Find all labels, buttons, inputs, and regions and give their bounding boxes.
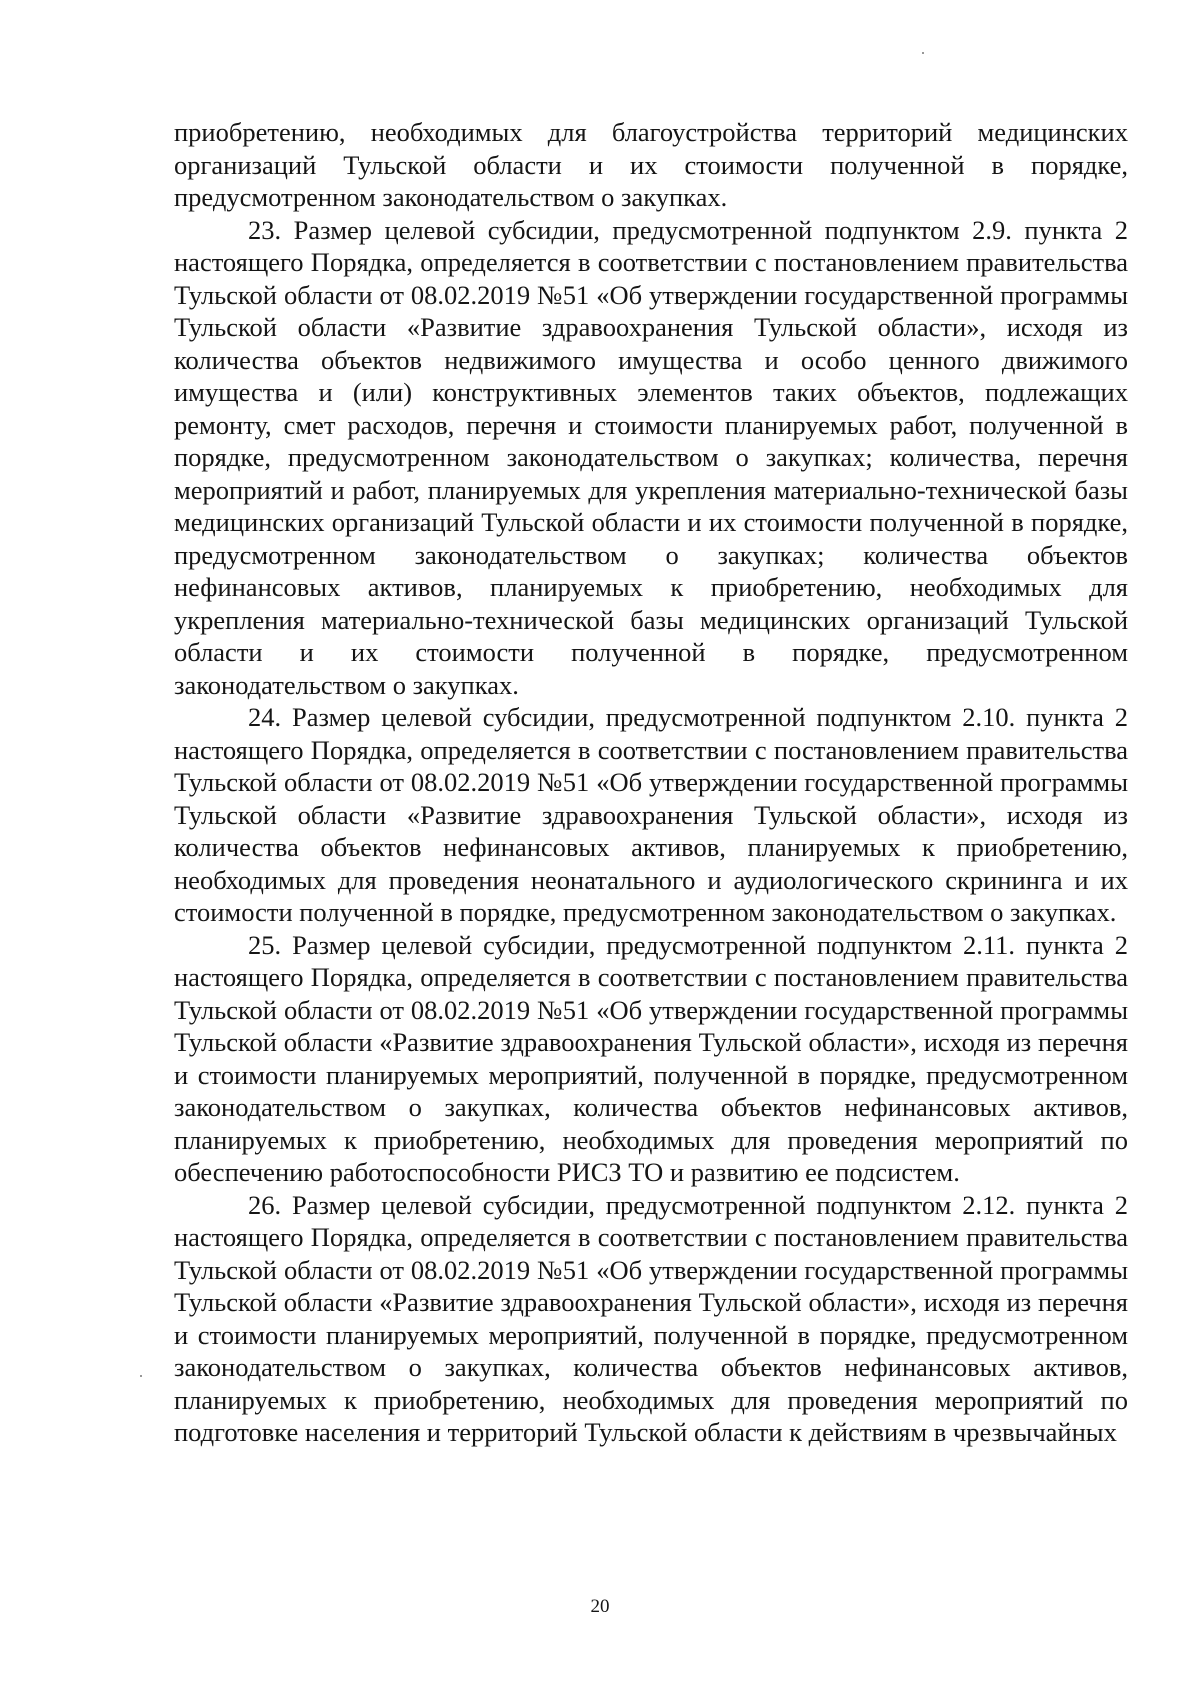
scan-speck <box>922 52 924 54</box>
page-number: 20 <box>590 1596 610 1617</box>
paragraph-item-24: 24. Размер целевой субсидии, предусмотренной подпунктом 2.10. пункта 2 настоящего Порядка, определяется в соответствии с постановлением правительства Тульской области от 08.02.2019 №51 «Об утверждении государственной программы Тульской области «Развитие здравоохранения Тульской области», исходя из количества объектов нефинансовых активов, планируемых к приобретению, необходимых для проведения неонатального и аудиологического скрининга и их стоимости полученной в порядке, предусмотренном законодательством о закупках. <box>174 702 1128 927</box>
paragraph-item-26: 26. Размер целевой субсидии, предусмотренной подпунктом 2.12. пункта 2 настоящего Порядка, определяется в соответствии с постановлением правительства Тульской области от 08.02.2019 №51 «Об утверждении государственной программы Тульской области «Развитие здравоохранения Тульской области», исходя из перечня и стоимости планируемых мероприятий, полученной в порядке, предусмотренном законодательством о закупках, количества объектов нефинансовых активов, планируемых к приобретению, необходимых для проведения мероприятий по подготовке населения и территорий Тульской области к действиям в чрезвычайных <box>174 1189 1128 1447</box>
document-body <box>174 116 1128 1449</box>
scan-speck <box>140 1375 142 1377</box>
paragraph-item-23: 23. Размер целевой субсидии, предусмотренной подпунктом 2.9. пункта 2 настоящего Порядка, определяется в соответствии с постановлением правительства Тульской области от 08.02.2019 №51 «Об утверждении государственной программы Тульской области «Развитие здравоохранения Тульской области», исходя из количества объектов недвижимого имущества и особо ценного движимого имущества и (или) конструктивных элементов таких объектов, подлежащих ремонту, смет расходов, перечня и стоимости планируемых работ, полученной в порядке, предусмотренном законодательством о закупках; количества, перечня мероприятий и работ, планируемых для укрепления материально-технической базы медицинских организаций Тульской области и их стоимости полученной в порядке, предусмотренном законодательством о закупках; количества объектов нефинансовых активов, планируемых к приобретению, необходимых для укрепления материально-технической базы медицинских организаций Тульской области и их стоимости полученной в порядке, предусмотренном законодательством о закупках. <box>174 214 1128 700</box>
paragraph-item-25: 25. Размер целевой субсидии, предусмотренной подпунктом 2.11. пункта 2 настоящего Порядка, определяется в соответствии с постановлением правительства Тульской области от 08.02.2019 №51 «Об утверждении государственной программы Тульской области «Развитие здравоохранения Тульской области», исходя из перечня и стоимости планируемых мероприятий, полученной в порядке, предусмотренном законодательством о закупках, количества объектов нефинансовых активов, планируемых к приобретению, необходимых для проведения мероприятий по обеспечению работоспособности РИСЗ ТО и развитию ее подсистем. <box>174 929 1128 1187</box>
paragraph-continuation: приобретению, необходимых для благоустройства территорий медицинских организаций Тульской области и их стоимости полученной в порядке, предусмотренном законодательством о закупках. <box>174 117 1128 212</box>
